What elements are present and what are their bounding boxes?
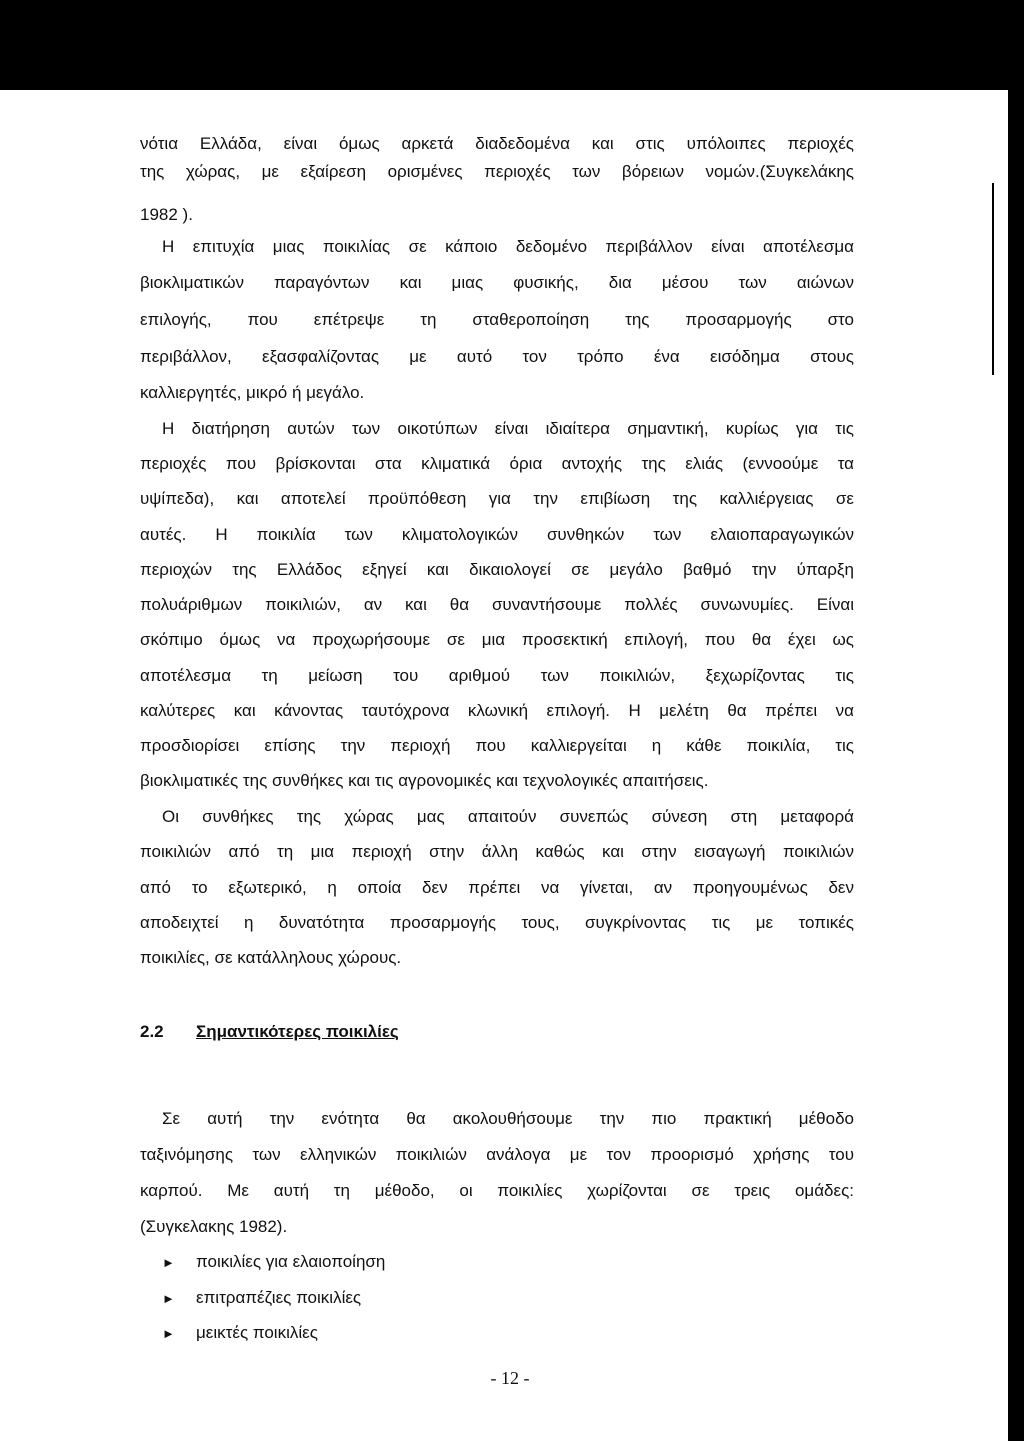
text-line: ταξινόμησης των ελληνικών ποικιλιών ανάλογα με τον προορισμό χρήσης του <box>140 1145 854 1164</box>
text-line: σκόπιμο όμως να προχωρήσουμε σε μια προσεκτική επιλογή, που θα έχει ως <box>140 630 854 649</box>
section-heading <box>140 1021 399 1043</box>
list-item-label: μεικτές ποικιλίες <box>196 1323 318 1342</box>
text-line: βιοκλιματικών παραγόντων και μιας φυσικής, δια μέσου των αιώνων <box>140 273 854 292</box>
text-line: υψίπεδα), και αποτελεί προϋπόθεση για την επιβίωση της καλλιέργειας σε <box>140 489 854 508</box>
text-line: προσδιορίσει επίσης την περιοχή που καλλιεργείται η κάθε ποικιλία, τις <box>140 736 854 755</box>
text-line: αυτές. Η ποικιλία των κλιματολογικών συνθηκών των ελαιοπαραγωγικών <box>140 525 854 544</box>
text-line: περιβάλλον, εξασφαλίζοντας με αυτό τον τρόπο ένα εισόδημα στους <box>140 347 854 366</box>
list-item <box>162 1322 318 1345</box>
text-line: αποδειχτεί η δυνατότητα προσαρμογής τους, συγκρίνοντας τις με τοπικές <box>140 913 854 932</box>
scan-right-edge <box>1008 90 1024 1441</box>
text-line: αποτέλεσμα τη μείωση του αριθμού των ποικιλιών, ξεχωρίζοντας τις <box>140 666 854 685</box>
text-line: ποικιλιών από τη μια περιοχή στην άλλη καθώς και στην εισαγωγή ποικιλιών <box>140 842 854 861</box>
text-line: καλλιεργητές, μικρό ή μεγάλο. <box>140 383 365 402</box>
list-item-label: ποικιλίες για ελαιοποίηση <box>196 1252 386 1271</box>
arrow-bullet-icon: ► <box>162 1326 175 1341</box>
text-line: της χώρας, με εξαίρεση ορισμένες περιοχές των βόρειων νομών.(Συγκελάκης <box>140 162 854 181</box>
text-line: περιοχών της Ελλάδος εξηγεί και δικαιολογεί σε μεγάλο βαθμό την ύπαρξη <box>140 560 854 579</box>
page-number: - 12 - <box>490 1368 530 1388</box>
text-line: νότια Ελλάδα, είναι όμως αρκετά διαδεδομένα και στις υπόλοιπες περιοχές <box>140 134 854 153</box>
text-line: 1982 ). <box>140 205 193 224</box>
section-title: Σημαντικότερες ποικιλίες <box>196 1022 399 1041</box>
text-line: (Συγκελακης 1982). <box>140 1217 288 1236</box>
arrow-bullet-icon: ► <box>162 1255 175 1270</box>
text-line: Η επιτυχία μιας ποικιλίας σε κάποιο δεδομένο περιβάλλον είναι αποτέλεσμα <box>162 237 854 256</box>
text-line: καλύτερες και κάνοντας ταυτόχρονα κλωνική επιλογή. Η μελέτη θα πρέπει να <box>140 701 854 720</box>
text-line: από το εξωτερικό, η οποία δεν πρέπει να γίνεται, αν προηγουμένως δεν <box>140 878 854 897</box>
margin-line-mark <box>992 183 994 375</box>
text-line: ποικιλίες, σε κατάλληλους χώρους. <box>140 948 402 967</box>
text-line: περιοχές που βρίσκονται στα κλιματικά όρια αντοχής της ελιάς (εννοούμε τα <box>140 454 854 473</box>
list-item <box>162 1287 361 1310</box>
text-line: καρπού. Με αυτή τη μέθοδο, οι ποικιλίες χωρίζονται σε τρεις ομάδες: <box>140 1181 854 1200</box>
text-line: Σε αυτή την ενότητα θα ακολουθήσουμε την πιο πρακτική μέθοδο <box>162 1109 854 1128</box>
text-line: Οι συνθήκες της χώρας μας απαιτούν συνεπώς σύνεση στη μεταφορά <box>162 807 854 826</box>
scan-top-edge <box>0 0 1024 90</box>
text-line: Η διατήρηση αυτών των οικοτύπων είναι ιδιαίτερα σημαντική, κυρίως για τις <box>162 419 854 438</box>
section-number: 2.2 <box>140 1022 164 1041</box>
text-line: επιλογής, που επέτρεψε τη σταθεροποίηση της προσαρμογής στο <box>140 310 854 329</box>
list-item <box>162 1251 385 1274</box>
text-line: βιοκλιματικές της συνθήκες και τις αγρονομικές και τεχνολογικές απαιτήσεις. <box>140 771 709 790</box>
list-item-label: επιτραπέζιες ποικιλίες <box>196 1288 362 1307</box>
arrow-bullet-icon: ► <box>162 1291 175 1306</box>
text-line: πολυάριθμων ποικιλιών, αν και θα συναντήσουμε πολλές συνωνυμίες. Είναι <box>140 595 854 614</box>
